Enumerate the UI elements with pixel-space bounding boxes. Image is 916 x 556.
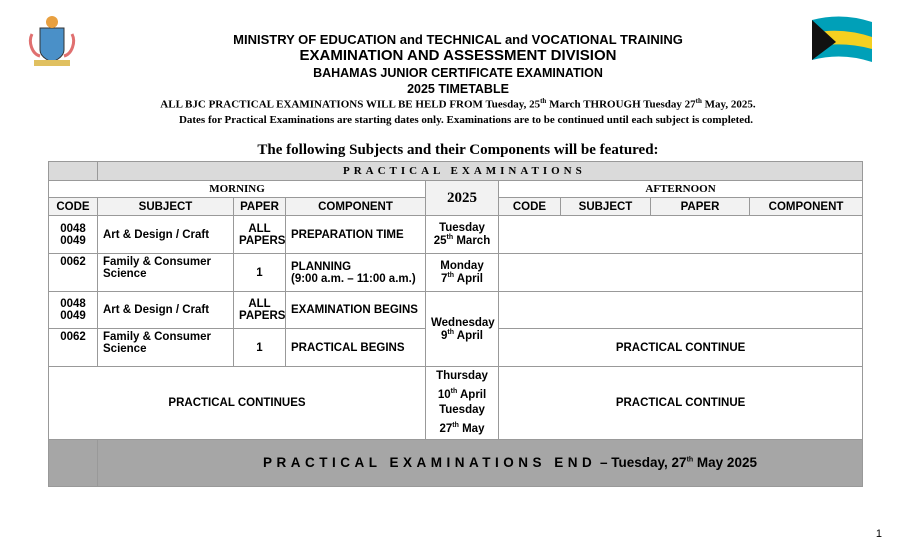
col-subject: SUBJECT — [98, 198, 234, 216]
code-cell: 0062 — [49, 329, 98, 367]
table-row — [49, 254, 863, 292]
morning-continues: PRACTICAL CONTINUES — [49, 367, 426, 440]
afternoon-header: AFTERNOON — [499, 181, 863, 198]
ministry-title: MINISTRY OF EDUCATION and TECHNICAL and VOCATIONAL TRAINING — [233, 32, 683, 47]
col-component: COMPONENT — [750, 198, 863, 216]
col-subject: SUBJECT — [561, 198, 651, 216]
notice-line: ALL BJC PRACTICAL EXAMINATIONS WILL BE HELD FROM Tuesday, 25th March THROUGH Tuesday 27th May, 2025. — [160, 97, 756, 111]
subtitle: The following Subjects and their Components will be featured: — [257, 142, 659, 158]
table-row — [49, 367, 863, 440]
date-cell: Wednesday 9th April — [426, 292, 499, 367]
component-cell: EXAMINATION BEGINS — [286, 292, 426, 329]
col-code: CODE — [49, 198, 98, 216]
exam-end-banner: PRACTICAL EXAMINATIONS END – Tuesday, 27th May 2025 — [98, 439, 863, 486]
col-paper: PAPER — [234, 198, 286, 216]
exam-title: BAHAMAS JUNIOR CERTIFICATE EXAMINATION — [313, 66, 603, 80]
morning-header: MORNING — [49, 181, 426, 198]
afternoon-continue: PRACTICAL CONTINUE — [499, 329, 863, 367]
timetable — [48, 161, 863, 487]
col-code: CODE — [499, 198, 561, 216]
notice-line-2: Dates for Practical Examinations are starting dates only. Examinations are to be continued until each subject is completed. — [178, 114, 754, 126]
code-cell: 0062 — [49, 254, 98, 292]
subject-cell: Art & Design / Craft — [98, 292, 234, 329]
col-paper: PAPER — [651, 198, 750, 216]
subject-cell: Art & Design / Craft — [98, 216, 234, 254]
col-component: COMPONENT — [286, 198, 426, 216]
table-row — [49, 292, 863, 329]
date-cell: Tuesday 25th March — [426, 216, 499, 254]
timetable-title: 2025 TIMETABLE — [407, 82, 509, 96]
code-cell: 0048 0049 — [49, 216, 98, 254]
paper-cell: 1 — [234, 329, 286, 367]
component-cell: PRACTICAL BEGINS — [286, 329, 426, 367]
division-title: EXAMINATION AND ASSESSMENT DIVISION — [299, 47, 617, 64]
paper-cell: ALL PAPERS — [234, 292, 286, 329]
year-header: 2025 — [426, 181, 499, 216]
subject-cell: Family & Consumer Science — [98, 329, 234, 367]
paper-cell: ALL PAPERS — [234, 216, 286, 254]
table-title: PRACTICAL EXAMINATIONS — [98, 162, 863, 181]
subject-cell: Family & Consumer Science — [98, 254, 234, 292]
date-cell: Thursday 10th April Tuesday 27th May — [426, 367, 499, 440]
table-row — [49, 216, 863, 254]
date-cell: Monday 7th April — [426, 254, 499, 292]
paper-cell: 1 — [234, 254, 286, 292]
code-cell: 0048 0049 — [49, 292, 98, 329]
component-cell: PLANNING (9:00 a.m. – 11:00 a.m.) — [286, 254, 426, 292]
page-number: 1 — [875, 528, 882, 540]
component-cell: PREPARATION TIME — [286, 216, 426, 254]
afternoon-continue: PRACTICAL CONTINUE — [499, 367, 863, 440]
